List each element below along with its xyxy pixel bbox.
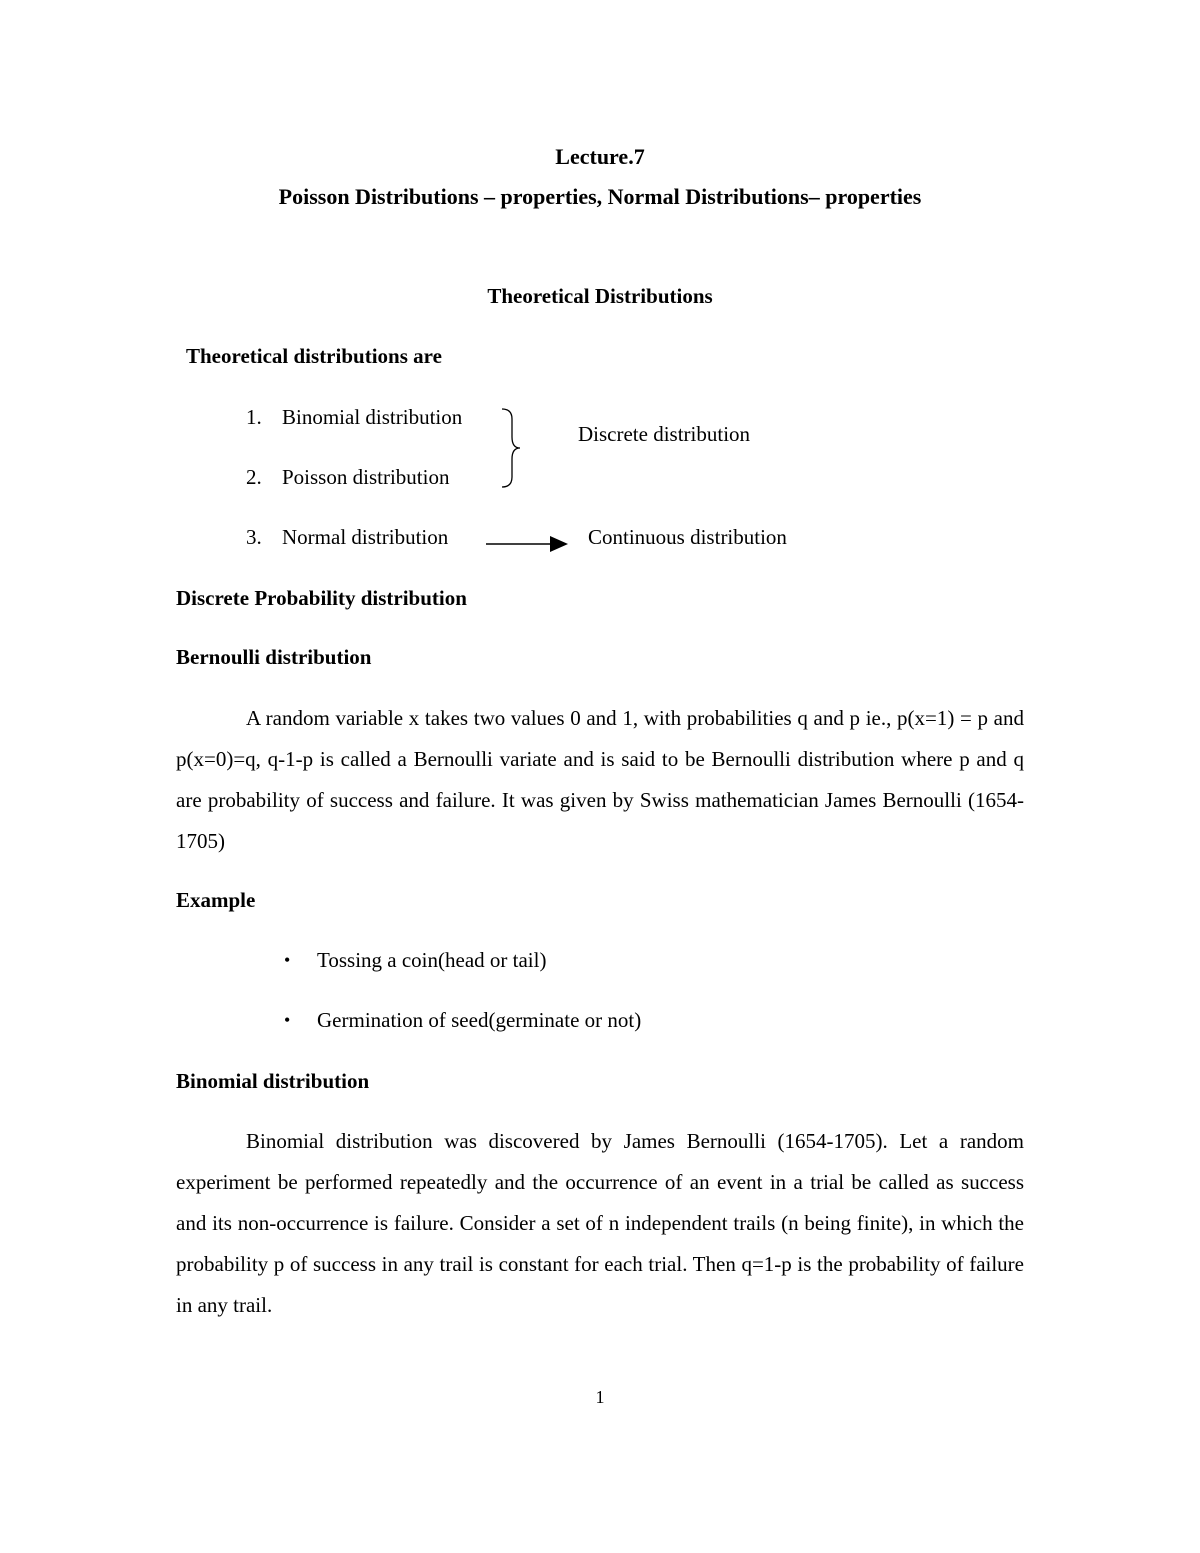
page-number: 1 [595,1387,605,1407]
binomial-text: Binomial distribution was discovered by James Bernoulli (1654-1705). Let a random experiment be performed repeatedly and the occurrence of an event in a trial be called as success and its non-occurrence is failure. Consider a set of n independent trails (n being finite), in which the probability p of success in any trail is constant for each trial. Then q=1-p is the probability of failure in any trail. [176,1129,1024,1317]
binomial-paragraph [176,1121,1024,1326]
list-item-binomial: Binomial distribution [282,405,463,429]
section-heading-example: Example [176,888,256,912]
bernoulli-paragraph [176,698,1024,862]
theoretical-intro: Theoretical distributions are [186,344,442,368]
bernoulli-text: A random variable x takes two values 0 and 1, with probabilities q and p ie., p(x=1) = p and p(x=0)=q, q-1-p is called a Bernoulli variate and is said to be Bernoulli distribution where p and q are probability of success and failure. It was given by Swiss mathematician James Bernoulli (1654-1705) [176,706,1024,853]
list-item-normal: Normal distribution [282,525,449,549]
curly-brace-icon [500,407,524,489]
bullet-icon: • [284,950,291,970]
discrete-label: Discrete distribution [578,422,751,446]
list-item-poisson: Poisson distribution [282,465,450,489]
lecture-title: Lecture.7 [555,144,645,169]
section-heading-binomial: Binomial distribution [176,1069,370,1093]
arrow-right-icon [486,534,570,554]
list-item-number: 3. [246,525,262,549]
example-item-seed: Germination of seed(germinate or not) [317,1008,642,1032]
section-heading-bernoulli: Bernoulli distribution [176,645,372,669]
continuous-label: Continuous distribution [588,525,787,549]
section-heading-theoretical: Theoretical Distributions [487,284,713,308]
bullet-icon: • [284,1010,291,1030]
lecture-subtitle: Poisson Distributions – properties, Normal Distributions– properties [278,184,922,209]
example-item-coin: Tossing a coin(head or tail) [317,948,547,972]
section-heading-discrete: Discrete Probability distribution [176,586,467,610]
list-item-number: 1. [246,405,262,429]
list-item-number: 2. [246,465,262,489]
